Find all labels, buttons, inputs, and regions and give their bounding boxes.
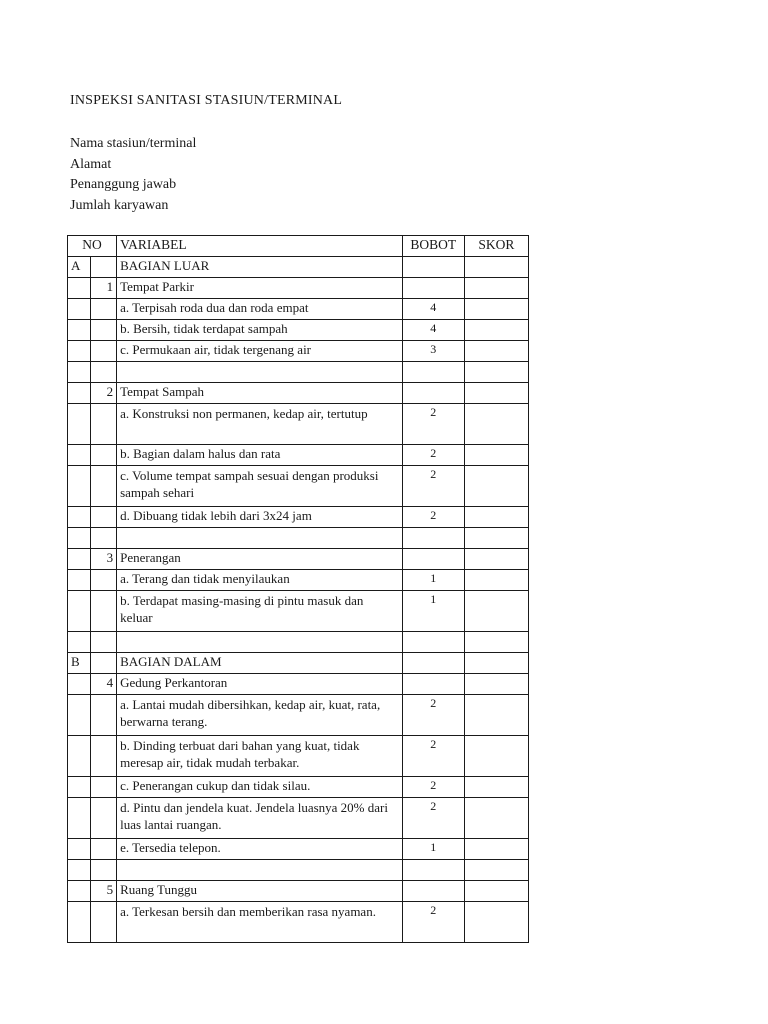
row-weight-cell <box>402 653 464 674</box>
row-section-cell <box>68 383 91 404</box>
row-number-cell <box>91 257 117 278</box>
row-section-cell <box>68 881 91 902</box>
row-weight-cell: 1 <box>402 570 464 591</box>
row-weight-cell: 4 <box>402 320 464 341</box>
row-number-cell <box>91 798 117 839</box>
table-row <box>68 695 529 736</box>
field-station-name: Nama stasiun/terminal <box>70 136 197 151</box>
row-variable-cell: b. Terdapat masing-masing di pintu masuk dan keluar <box>117 591 403 632</box>
row-weight-cell <box>402 257 464 278</box>
row-variable-cell: b. Bagian dalam halus dan rata <box>117 445 403 466</box>
row-section-cell: B <box>68 653 91 674</box>
table-row <box>68 839 529 860</box>
table-row <box>68 466 529 507</box>
row-number-cell: 1 <box>91 278 117 299</box>
row-variable-cell: e. Tersedia telepon. <box>117 839 403 860</box>
row-variable-cell: a. Terang dan tidak menyilaukan <box>117 570 403 591</box>
row-variable-cell: c. Volume tempat sampah sesuai dengan produksi sampah sehari <box>117 466 403 507</box>
row-number-cell <box>91 777 117 798</box>
row-section-cell <box>68 591 91 632</box>
row-weight-cell: 3 <box>402 341 464 362</box>
row-score-cell <box>464 257 528 278</box>
row-score-cell <box>464 320 528 341</box>
row-score-cell <box>464 591 528 632</box>
row-number-cell <box>91 445 117 466</box>
row-score-cell <box>464 466 528 507</box>
row-weight-cell <box>402 549 464 570</box>
row-variable-cell <box>117 362 403 383</box>
row-score-cell <box>464 549 528 570</box>
row-score-cell <box>464 570 528 591</box>
table-row <box>68 362 529 383</box>
row-score-cell <box>464 860 528 881</box>
table-row <box>68 445 529 466</box>
row-score-cell <box>464 777 528 798</box>
row-score-cell <box>464 341 528 362</box>
row-variable-cell: Penerangan <box>117 549 403 570</box>
row-score-cell <box>464 695 528 736</box>
row-variable-cell: d. Dibuang tidak lebih dari 3x24 jam <box>117 507 403 528</box>
row-section-cell <box>68 320 91 341</box>
row-section-cell <box>68 902 91 943</box>
row-score-cell <box>464 674 528 695</box>
row-variable-cell <box>117 528 403 549</box>
row-weight-cell <box>402 278 464 299</box>
table-row <box>68 798 529 839</box>
header-skor: SKOR <box>464 236 528 257</box>
table-row <box>68 278 529 299</box>
row-section-cell <box>68 839 91 860</box>
row-score-cell <box>464 278 528 299</box>
row-section-cell <box>68 570 91 591</box>
row-number-cell <box>91 653 117 674</box>
row-weight-cell <box>402 362 464 383</box>
row-weight-cell <box>402 383 464 404</box>
row-number-cell <box>91 736 117 777</box>
row-section-cell <box>68 299 91 320</box>
row-section-cell <box>68 860 91 881</box>
row-weight-cell: 2 <box>402 736 464 777</box>
row-section-cell <box>68 445 91 466</box>
row-score-cell <box>464 902 528 943</box>
row-section-cell <box>68 507 91 528</box>
row-weight-cell: 2 <box>402 777 464 798</box>
row-variable-cell: Ruang Tunggu <box>117 881 403 902</box>
table-row <box>68 653 529 674</box>
row-number-cell <box>91 839 117 860</box>
field-address: Alamat <box>70 156 112 172</box>
row-weight-cell <box>402 674 464 695</box>
row-weight-cell: 1 <box>402 591 464 632</box>
row-number-cell: 4 <box>91 674 117 695</box>
row-number-cell <box>91 591 117 632</box>
row-number-cell <box>91 695 117 736</box>
row-variable-cell: b. Dinding terbuat dari bahan yang kuat, tidak meresap air, tidak mudah terbakar. <box>117 736 403 777</box>
row-score-cell <box>464 528 528 549</box>
row-score-cell <box>464 362 528 383</box>
header-bobot: BOBOT <box>402 236 464 257</box>
header-variabel: VARIABEL <box>117 236 403 257</box>
row-score-cell <box>464 798 528 839</box>
row-section-cell <box>68 341 91 362</box>
row-weight-cell: 2 <box>402 695 464 736</box>
row-number-cell <box>91 632 117 653</box>
row-variable-cell: c. Permukaan air, tidak tergenang air <box>117 341 403 362</box>
header-fields <box>70 134 196 216</box>
row-section-cell <box>68 404 91 445</box>
field-person-in-charge: Penanggung jawab <box>70 177 177 192</box>
row-weight-cell <box>402 881 464 902</box>
row-weight-cell <box>402 860 464 881</box>
table-row <box>68 591 529 632</box>
row-number-cell <box>91 528 117 549</box>
row-number-cell: 5 <box>91 881 117 902</box>
table-row <box>68 320 529 341</box>
row-score-cell <box>464 507 528 528</box>
row-number-cell <box>91 507 117 528</box>
row-variable-cell: BAGIAN LUAR <box>117 257 403 278</box>
row-section-cell <box>68 549 91 570</box>
table-row <box>68 632 529 653</box>
row-section-cell <box>68 736 91 777</box>
row-weight-cell: 4 <box>402 299 464 320</box>
table-row <box>68 736 529 777</box>
document-title: INSPEKSI SANITASI STASIUN/TERMINAL <box>70 93 343 108</box>
row-weight-cell: 2 <box>402 466 464 507</box>
table-row <box>68 404 529 445</box>
row-section-cell <box>68 695 91 736</box>
row-variable-cell <box>117 632 403 653</box>
row-weight-cell: 2 <box>402 445 464 466</box>
table-row <box>68 549 529 570</box>
row-weight-cell: 2 <box>402 798 464 839</box>
table-row <box>68 299 529 320</box>
table-row <box>68 860 529 881</box>
row-score-cell <box>464 839 528 860</box>
row-number-cell <box>91 860 117 881</box>
row-score-cell <box>464 653 528 674</box>
row-section-cell: A <box>68 257 91 278</box>
table-row <box>68 528 529 549</box>
row-score-cell <box>464 404 528 445</box>
row-section-cell <box>68 362 91 383</box>
row-variable-cell: Tempat Sampah <box>117 383 403 404</box>
inspection-table-body <box>68 236 529 943</box>
row-number-cell <box>91 466 117 507</box>
row-score-cell <box>464 736 528 777</box>
row-variable-cell: a. Terpisah roda dua dan roda empat <box>117 299 403 320</box>
row-score-cell <box>464 881 528 902</box>
row-weight-cell: 1 <box>402 839 464 860</box>
inspection-table <box>67 235 529 943</box>
row-variable-cell: Tempat Parkir <box>117 278 403 299</box>
row-number-cell <box>91 341 117 362</box>
row-variable-cell <box>117 860 403 881</box>
row-variable-cell: BAGIAN DALAM <box>117 653 403 674</box>
row-weight-cell: 2 <box>402 902 464 943</box>
row-variable-cell: Gedung Perkantoran <box>117 674 403 695</box>
table-row <box>68 881 529 902</box>
row-number-cell <box>91 362 117 383</box>
field-employee-count: Jumlah karyawan <box>70 197 169 213</box>
row-variable-cell: c. Penerangan cukup dan tidak silau. <box>117 777 403 798</box>
row-number-cell: 2 <box>91 383 117 404</box>
table-row <box>68 507 529 528</box>
row-weight-cell: 2 <box>402 507 464 528</box>
row-number-cell <box>91 404 117 445</box>
row-variable-cell: a. Terkesan bersih dan memberikan rasa nyaman. <box>117 902 403 943</box>
table-row <box>68 341 529 362</box>
row-weight-cell <box>402 528 464 549</box>
row-variable-cell: a. Konstruksi non permanen, kedap air, tertutup <box>117 404 403 445</box>
row-number-cell <box>91 299 117 320</box>
table-row <box>68 570 529 591</box>
row-variable-cell: d. Pintu dan jendela kuat. Jendela luasnya 20% dari luas lantai ruangan. <box>117 798 403 839</box>
row-score-cell <box>464 632 528 653</box>
table-header-row <box>68 236 529 257</box>
row-score-cell <box>464 383 528 404</box>
row-number-cell <box>91 570 117 591</box>
table-row <box>68 674 529 695</box>
table-row <box>68 257 529 278</box>
table-row <box>68 777 529 798</box>
row-variable-cell: a. Lantai mudah dibersihkan, kedap air, kuat, rata, berwarna terang. <box>117 695 403 736</box>
table-row <box>68 383 529 404</box>
row-section-cell <box>68 528 91 549</box>
row-section-cell <box>68 632 91 653</box>
row-number-cell <box>91 902 117 943</box>
row-weight-cell: 2 <box>402 404 464 445</box>
row-variable-cell: b. Bersih, tidak terdapat sampah <box>117 320 403 341</box>
row-section-cell <box>68 278 91 299</box>
row-weight-cell <box>402 632 464 653</box>
row-section-cell <box>68 674 91 695</box>
row-section-cell <box>68 798 91 839</box>
row-score-cell <box>464 299 528 320</box>
row-number-cell <box>91 320 117 341</box>
row-score-cell <box>464 445 528 466</box>
header-no: NO <box>68 236 117 257</box>
row-number-cell: 3 <box>91 549 117 570</box>
row-section-cell <box>68 777 91 798</box>
table-row <box>68 902 529 943</box>
row-section-cell <box>68 466 91 507</box>
